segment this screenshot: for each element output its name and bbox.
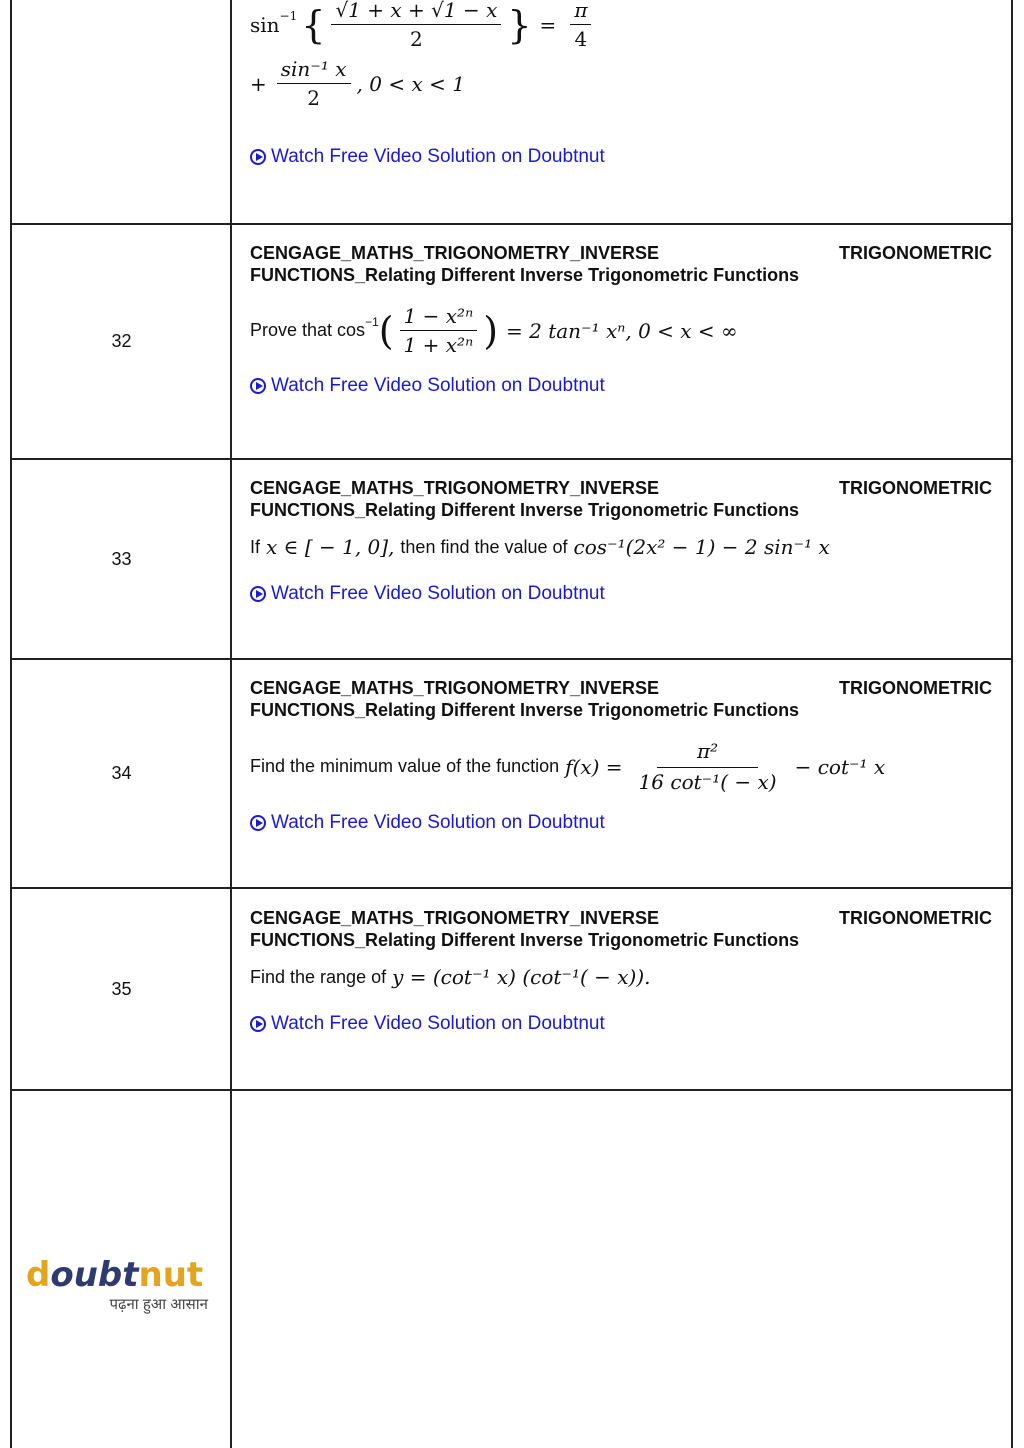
- question-text: Prove that cos −1 ( $\frac{\text{1 − x²ⁿ}}{\text{1 + x²ⁿ}}$ ) = 2 tan⁻¹ xⁿ, 0 < x < ∞: [250, 304, 738, 357]
- question-31-continuation: sin −1 { $\frac{√1 + x + √1 - x}{2}$ } = $\frac{\pi}{4}$ + $\frac{\text{sin⁻¹ x}}{2}$ , 0 < x < 1 Watch Free Video Solution on Doubtnut: [250, 0, 992, 168]
- play-circle-icon: [250, 815, 266, 831]
- math-text: , 0 < x < 1: [356, 71, 465, 96]
- watch-video-link[interactable]: Watch Free Video Solution on Doubtnut: [250, 146, 992, 168]
- question-34: [250, 677, 992, 834]
- watch-video-link[interactable]: Watch Free Video Solution on Doubtnut: [250, 812, 992, 834]
- question-number: 33: [111, 548, 132, 569]
- play-circle-icon: [250, 586, 266, 602]
- question-number: 32: [111, 331, 132, 351]
- math-fraction: $\frac{\text{1 − x²ⁿ}}{\text{1 + x²ⁿ}}$: [400, 304, 478, 357]
- play-circle-icon: [250, 149, 266, 165]
- watch-video-link[interactable]: Watch Free Video Solution on Doubtnut: [250, 375, 992, 397]
- question-33: [250, 477, 992, 605]
- math-fn: sin: [250, 12, 280, 37]
- row-divider: [10, 1089, 1013, 1091]
- question-number: 34: [111, 763, 132, 783]
- question-heading: CENGAGE_MATHS_TRIGONOMETRY_INVERSE TRIGONOMETRIC FUNCTIONS_Relating Different Inverse Trigonometric Functions: [250, 908, 992, 950]
- math-fraction: $\frac{\pi}{4}$: [570, 0, 591, 51]
- play-circle-icon: [250, 378, 266, 394]
- question-heading: CENGAGE_MATHS_TRIGONOMETRY_INVERSE TRIGONOMETRIC FUNCTIONS_Relating Different Inverse Trigonometric Functions: [250, 678, 992, 720]
- table-border-right: [1011, 0, 1013, 1448]
- question-text: Find the minimum value of the function f(x) = $\frac{\text{π²}}{\text{16 cot⁻¹( − x)}}$ − cot⁻¹ x: [250, 739, 886, 794]
- question-heading: CENGAGE_MATHS_TRIGONOMETRY_INVERSE TRIGONOMETRIC FUNCTIONS_Relating Different Inverse Trigonometric Functions: [250, 478, 992, 520]
- doubtnut-logo: doubtnut पढ़ना हुआ आसान: [26, 1255, 208, 1313]
- question-text: Find the range of y = (cot⁻¹ x) (cot⁻¹( − x)).: [250, 965, 651, 989]
- math-fraction: $\frac{\text{π²}}{\text{16 cot⁻¹( − x)}}$: [638, 739, 777, 794]
- question-32: [250, 242, 992, 397]
- question-35: [250, 907, 992, 1035]
- question-heading: CENGAGE_MATHS_TRIGONOMETRY_INVERSE TRIGONOMETRIC FUNCTIONS_Relating Different Inverse Trigonometric Functions: [250, 243, 992, 285]
- math-fraction: $\frac{√1 + x + √1 - x}{2}$: [331, 0, 501, 51]
- watch-video-link[interactable]: Watch Free Video Solution on Doubtnut: [250, 1013, 992, 1035]
- watch-video-link[interactable]: Watch Free Video Solution on Doubtnut: [250, 583, 992, 605]
- math-fraction: $\frac{\text{sin⁻¹ x}}{2}$: [277, 57, 351, 110]
- question-number: 35: [111, 978, 132, 999]
- logo-tagline: पढ़ना हुआ आसान: [109, 1296, 208, 1313]
- play-circle-icon: [250, 1016, 266, 1032]
- question-text: If x ∈ [ − 1, 0], then find the value of cos⁻¹(2x² − 1) − 2 sin⁻¹ x: [250, 535, 830, 559]
